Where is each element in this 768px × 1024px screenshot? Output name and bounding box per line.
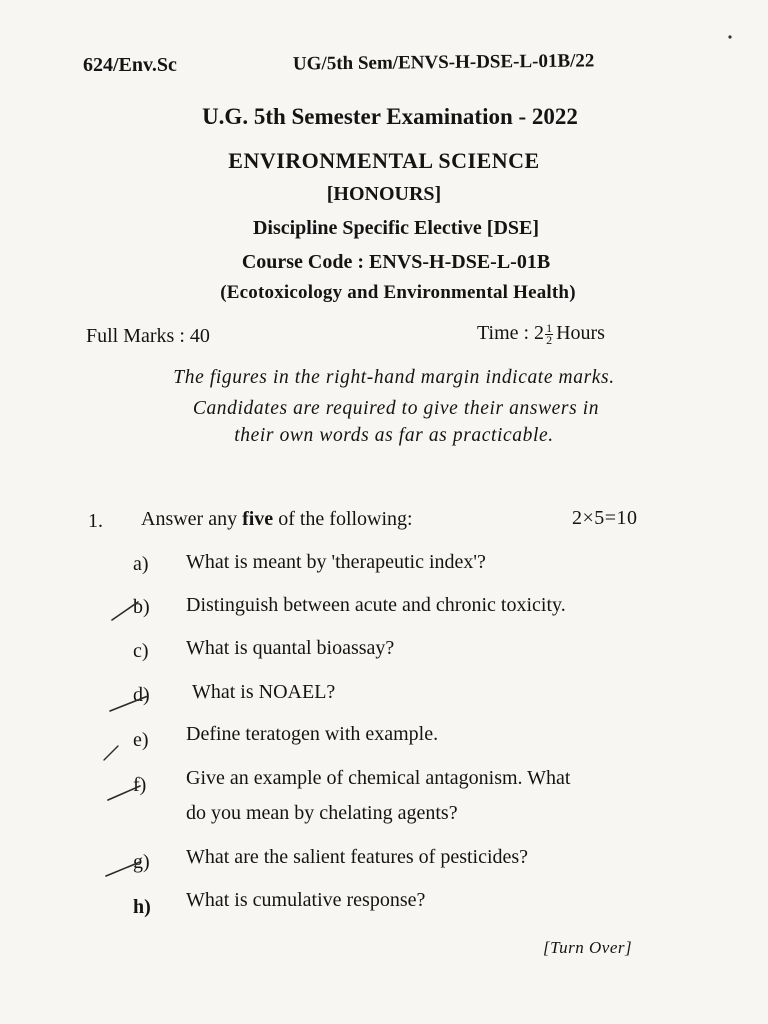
question-prefix: Answer any <box>141 508 243 530</box>
sub-question-text-d: What is NOAEL? <box>192 681 336 703</box>
time-allowed <box>477 322 605 346</box>
sub-question-label-d: d) <box>133 684 150 706</box>
question-prompt <box>141 508 413 531</box>
sub-question-label-c: c) <box>133 640 149 662</box>
sub-question-text-b: Distinguish between acute and chronic toxicity. <box>186 594 566 616</box>
sub-question-label-g: g) <box>133 851 150 873</box>
sub-question-label-h: h) <box>133 896 151 918</box>
exam-title: U.G. 5th Semester Examination - 2022 <box>202 104 578 129</box>
sub-question-text-a: What is meant by 'therapeutic index'? <box>186 551 486 573</box>
tick-mark-e <box>104 746 118 760</box>
question-suffix: of the following: <box>273 508 413 530</box>
subject-title: ENVIRONMENTAL SCIENCE <box>228 148 540 173</box>
time-fraction <box>545 320 553 347</box>
time-fraction-denominator: 2 <box>546 332 553 347</box>
paper-name: (Ecotoxicology and Environmental Health) <box>220 282 576 303</box>
sub-question-text-e: Define teratogen with example. <box>186 723 439 745</box>
course-code: Course Code : ENVS-H-DSE-L-01B <box>241 251 551 273</box>
instruction-line-2: Candidates are required to give their answers in <box>192 398 600 419</box>
instruction-line-1: The figures in the right-hand margin indicate marks. <box>173 367 615 388</box>
paper-code: UG/5th Sem/ENVS-H-DSE-L-01B/22 <box>292 50 595 75</box>
question-emphasis: five <box>242 508 274 530</box>
sub-question-label-b: b) <box>133 596 150 618</box>
turn-over-note: [Turn Over] <box>543 938 633 957</box>
sub-question-label-e: e) <box>133 729 149 751</box>
sub-question-label-a: a) <box>133 553 149 575</box>
sub-question-text-f-continued: do you mean by chelating agents? <box>186 802 458 824</box>
paper-number: 624/Env.Sc <box>83 54 177 76</box>
speck-mark <box>728 35 731 38</box>
time-unit: Hours <box>556 322 605 344</box>
question-number: 1. <box>88 510 103 532</box>
honours-label: [HONOURS] <box>326 183 442 205</box>
sub-question-text-c: What is quantal bioassay? <box>186 637 395 659</box>
instruction-line-3: their own words as far as practicable. <box>234 425 554 446</box>
question-marks: 2×5=10 <box>572 507 638 529</box>
time-fraction-numerator: 1 <box>546 320 553 335</box>
sub-question-text-h: What is cumulative response? <box>186 889 426 911</box>
sub-question-label-f: f) <box>133 774 147 796</box>
elective-label: Discipline Specific Elective [DSE] <box>252 217 540 239</box>
sub-question-text-f: Give an example of chemical antagonism. What <box>186 767 571 789</box>
time-label: Time : 2 <box>477 322 545 344</box>
sub-question-text-g: What are the salient features of pesticides? <box>186 846 529 868</box>
full-marks: Full Marks : 40 <box>86 325 210 347</box>
